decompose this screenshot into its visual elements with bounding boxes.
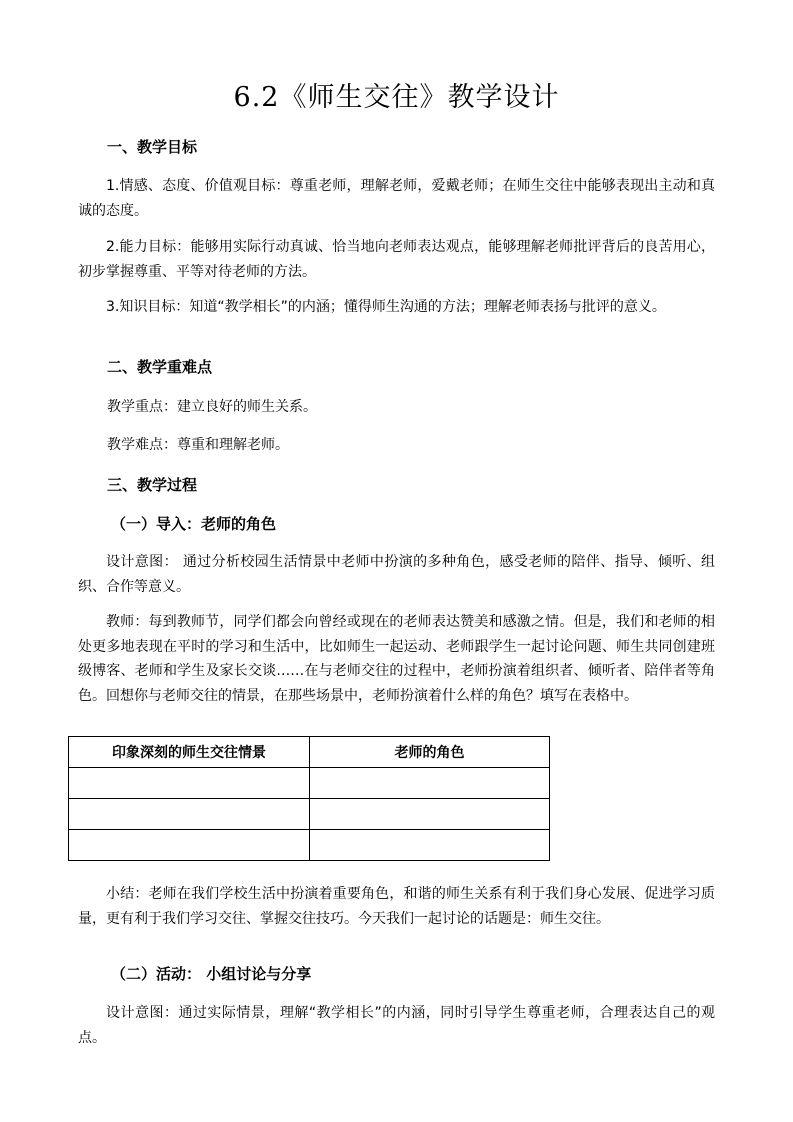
objective-paragraph-1: 1.情感、态度、价值观目标：尊重老师，理解老师，爱戴老师；在师生交往中能够表现出主动和真诚的态度。 [78, 178, 715, 219]
key-point-text: 教学重点：建立良好的师生关系。 [107, 399, 317, 415]
teacher-paragraph: 教师：每到教师节，同学们都会向曾经或现在的老师表达赞美和感激之情。但是，我们和老师的相处更多地表现在平时的学习和生活中，比如师生一起运动、老师跟学生一起讨论问题、师生共同创建班级博客、老师和学生及家长交谈……在与老师交往的过程中，老师扮演着组织者、倾听者、陪伴者等角色。回想你与老师交往的情景，在那些场景中，老师扮演着什么样的角色？填写在表格中。 [78, 614, 715, 704]
table-row [69, 830, 550, 861]
design-intent-paragraph-1: 设计意图： 通过分析校园生活情景中老师中扮演的多种角色，感受老师的陪伴、指导、倾听、组织、合作等意义。 [78, 554, 715, 595]
table-row [69, 799, 550, 830]
section-heading-objectives: 一、教学目标 [107, 138, 198, 156]
subsection-heading-activity: （二）活动： 小组讨论与分享 [111, 965, 312, 983]
table-cell [69, 830, 310, 861]
objective-paragraph-3: 3.知识目标：知道“教学相长”的内涵；懂得师生沟通的方法；理解老师表扬与批评的意义。 [106, 299, 666, 315]
section-heading-key-points: 二、教学重难点 [107, 358, 213, 376]
roles-table [68, 736, 550, 861]
table-header-row [69, 737, 550, 768]
table-cell [69, 768, 310, 799]
table-row [69, 768, 550, 799]
subsection-heading-intro: （一）导入：老师的角色 [111, 515, 277, 533]
design-intent-paragraph-2: 设计意图：通过实际情景，理解“教学相长”的内涵，同时引导学生尊重老师，合理表达自己的观点。 [78, 1005, 715, 1046]
difficulty-text: 教学难点：尊重和理解老师。 [107, 437, 289, 453]
table-cell [69, 799, 310, 830]
page-title: 6.2《师生交往》教学设计 [233, 82, 560, 113]
table-header-role: 老师的角色 [310, 737, 550, 768]
table-cell [310, 799, 550, 830]
table-cell [310, 830, 550, 861]
section-heading-process: 三、教学过程 [107, 476, 198, 494]
objective-paragraph-2: 2.能力目标：能够用实际行动真诚、恰当地向老师表达观点，能够理解老师批评背后的良苦用心，初步掌握尊重、平等对待老师的方法。 [78, 239, 715, 280]
summary-paragraph: 小结：老师在我们学校生活中扮演着重要角色，和谐的师生关系有利于我们身心发展、促进学习质量，更有利于我们学习交往、掌握交往技巧。今天我们一起讨论的话题是：师生交往。 [78, 886, 715, 927]
table-header-scene: 印象深刻的师生交往情景 [69, 737, 310, 768]
table-cell [310, 768, 550, 799]
